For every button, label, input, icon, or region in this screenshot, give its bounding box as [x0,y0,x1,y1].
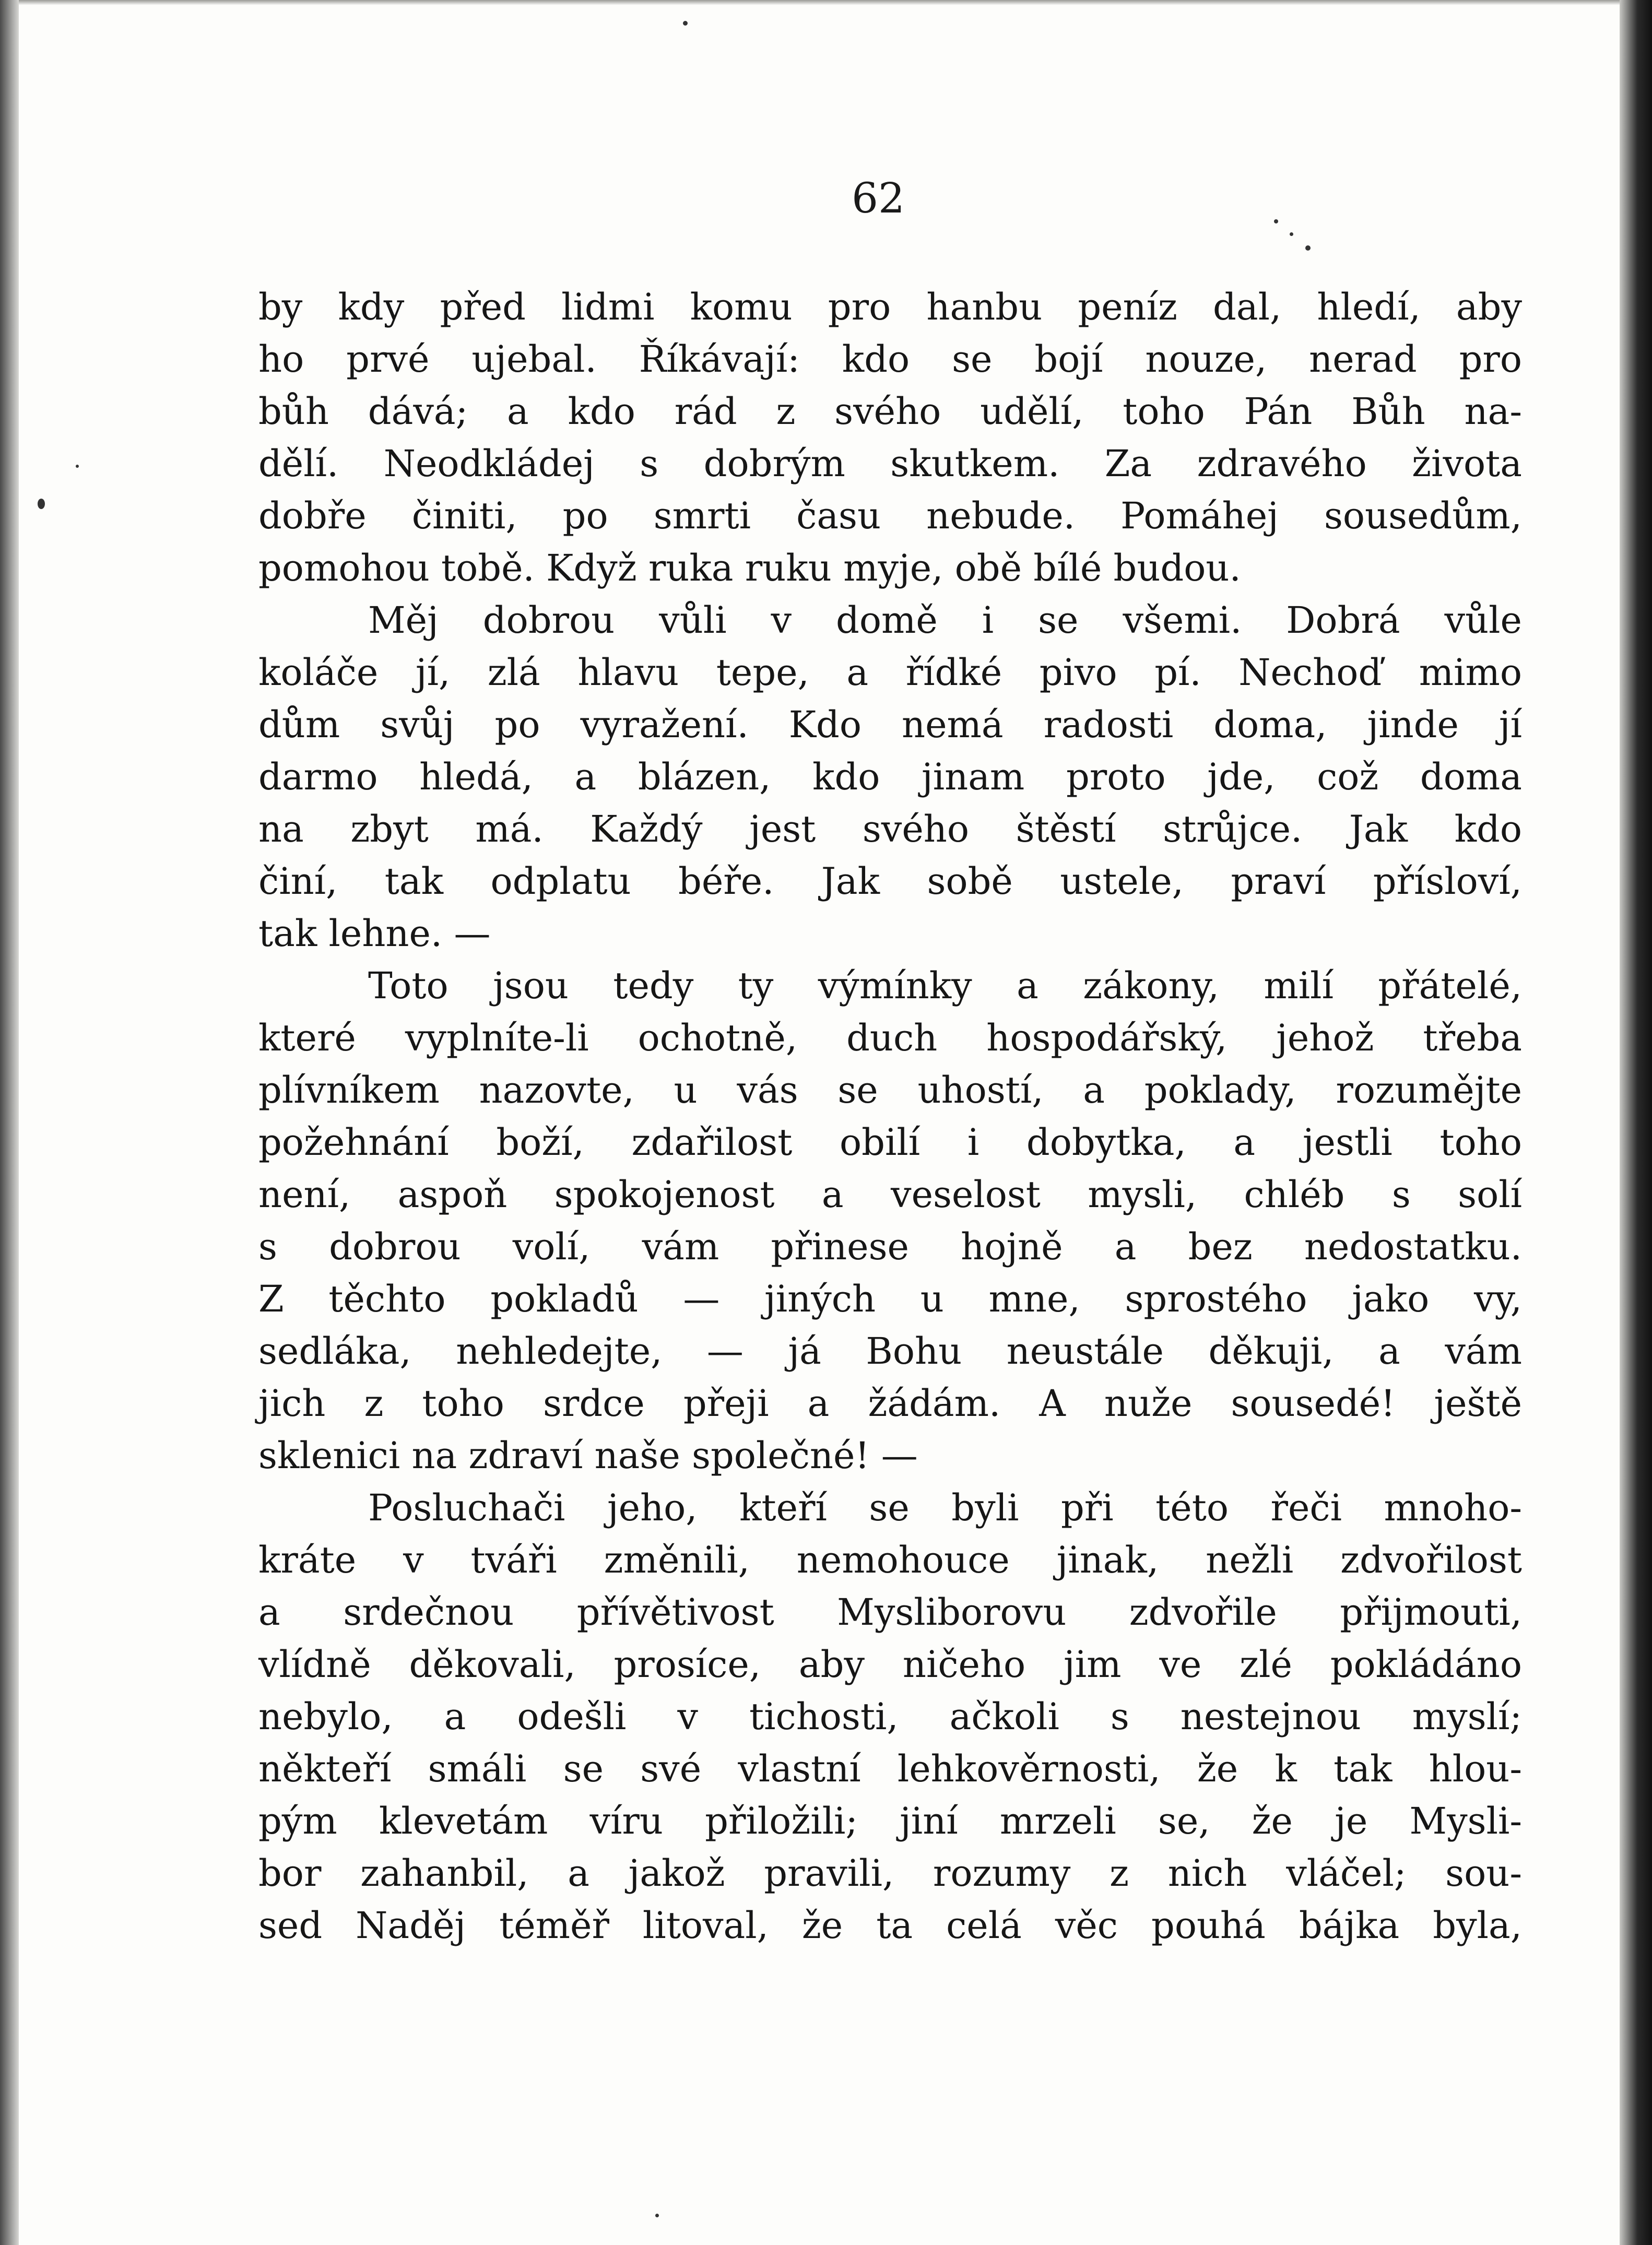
text-line: sed Naděj téměř litoval, že ta celá věc pouhá bájka byla, [258,1904,1522,1947]
text-line: kráte v tváři změnili, nemohouce jinak, nežli zdvořilost [258,1539,1522,1581]
text-line: požehnání boží, zdařilost obilí i dobytka, a jestli toho [258,1121,1522,1164]
text-line: plívníkem nazovte, u vás se uhostí, a poklady, rozumějte [258,1069,1522,1112]
text-line: které vyplníte-li ochotně, duch hospodářský, jehož třeba [258,1017,1522,1059]
body-text [258,281,1522,1952]
text-line: tak lehne. — [258,912,491,955]
text-line: dělí. Neodkládej s dobrým skutkem. Za zdravého života [258,442,1522,485]
ink-speck [1290,232,1293,236]
scan-right-edge [1620,0,1652,2245]
ink-speck [1274,219,1278,223]
text-line: není, aspoň spokojenost a veselost mysli, chléb s solí [258,1173,1522,1216]
text-line: sedláka, nehledejte, — já Bohu neustále děkuji, a vám [258,1330,1522,1373]
text-line: koláče jí, zlá hlavu tepe, a řídké pivo pí. Nechoď mimo [258,651,1522,694]
text-line: ho prvé ujebal. Říkávají: kdo se bojí nouze, nerad pro [258,338,1522,381]
text-line: sklenici na zdraví naše společné! — [258,1434,918,1477]
text-line: pomohou tobě. Když ruka ruku myje, obě bílé budou. [258,547,1241,589]
text-line: na zbyt má. Každý jest svého štěstí strůjce. Jak kdo [258,808,1522,850]
text-line: bůh dává; a kdo rád z svého udělí, toho Pán Bůh na- [258,390,1522,433]
text-line: pým klevetám víru přiložili; jiní mrzeli se, že je Mysli- [258,1800,1522,1842]
text-line: dům svůj po vyražení. Kdo nemá radosti doma, jinde jí [258,703,1522,746]
page-number: 62 [852,174,905,222]
text-line: dobře činiti, po smrti času nebude. Pomáhej sousedům, [258,494,1522,537]
ink-speck [655,2214,659,2217]
text-line: darmo hledá, a blázen, kdo jinam proto jde, což doma [258,755,1522,798]
text-line: Měj dobrou vůli v domě i se všemi. Dobrá vůle [368,599,1522,642]
ink-speck [38,499,45,509]
ink-speck [683,21,688,26]
text-line: Z těchto pokladů — jiných u mne, sprostého jako vy, [258,1278,1522,1320]
scan-top-edge [0,0,1652,5]
text-line: a srdečnou přívětivost Mysliborovu zdvořile přijmouti, [258,1591,1522,1634]
scan-left-edge [0,0,19,2245]
text-line: Toto jsou tedy ty výmínky a zákony, milí přátelé, [368,964,1522,1007]
text-line: by kdy před lidmi komu pro hanbu peníz dal, hledí, aby [258,286,1522,328]
ink-speck [1305,245,1311,251]
text-line: činí, tak odplatu béře. Jak sobě ustele, praví přísloví, [258,860,1522,903]
text-line: bor zahanbil, a jakož pravili, rozumy z nich vláčel; sou- [258,1852,1522,1895]
text-line: nebylo, a odešli v tichosti, ačkoli s nestejnou myslí; [258,1695,1522,1738]
text-line: Posluchači jeho, kteří se byli při této řeči mnoho- [368,1486,1522,1529]
text-line: někteří smáli se své vlastní lehkověrnosti, že k tak hlou- [258,1747,1522,1790]
text-line: jich z toho srdce přeji a žádám. A nuže sousedé! ještě [258,1382,1522,1425]
text-line: vlídně děkovali, prosíce, aby ničeho jim ve zlé pokládáno [258,1643,1522,1686]
text-line: s dobrou volí, vám přinese hojně a bez nedostatku. [258,1225,1522,1268]
ink-speck [76,465,79,468]
